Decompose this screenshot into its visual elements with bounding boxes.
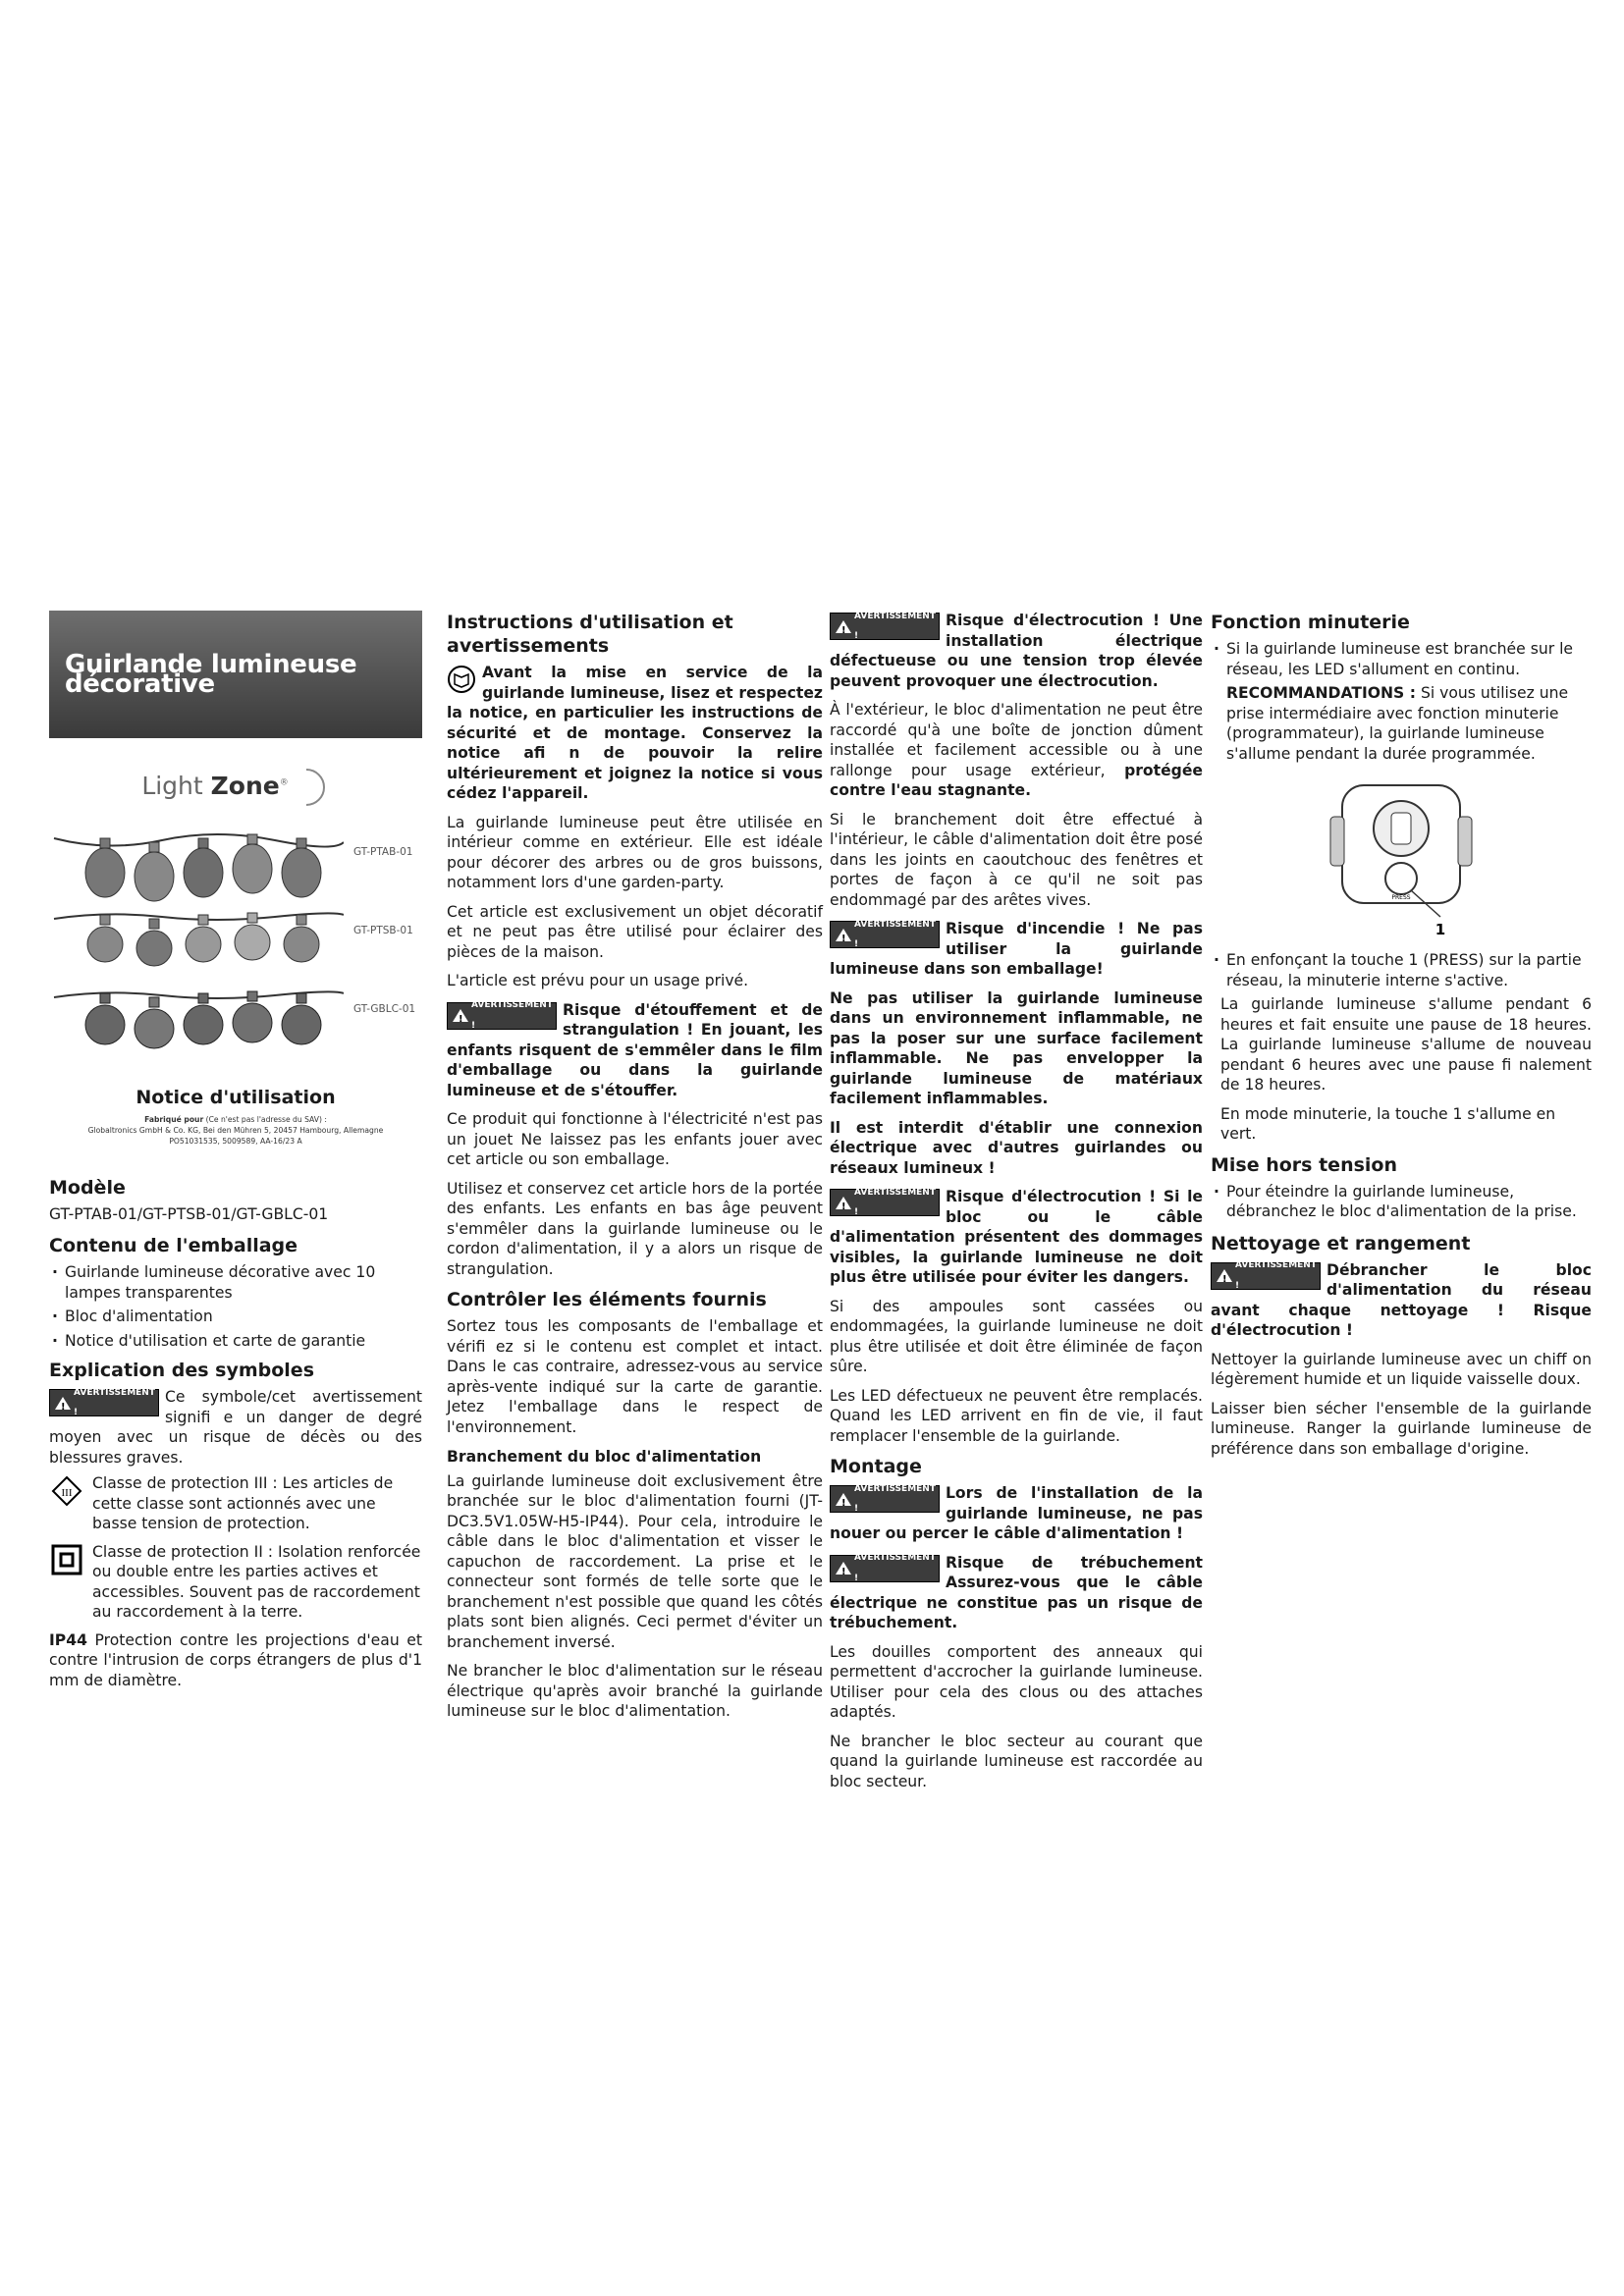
modele-text: GT-PTAB-01/GT-PTSB-01/GT-GBLC-01 bbox=[49, 1204, 329, 1223]
svg-text:III: III bbox=[61, 1487, 73, 1499]
product-title: Guirlande lumineuse décorative bbox=[65, 649, 357, 699]
warning-badge: ! AVERTISSEMENT ! bbox=[447, 1002, 557, 1030]
warning-triangle-icon: ! bbox=[453, 1009, 468, 1022]
warning-triangle-icon: ! bbox=[1217, 1269, 1232, 1282]
callout-number: 1 bbox=[1435, 921, 1446, 938]
warning-triangle-icon: ! bbox=[836, 1562, 851, 1575]
bulb-string-image bbox=[49, 907, 344, 986]
paragraph: Si le branchement doit être effectué à l'intérieur, le câble d'alimentation doit être posé dans les joints en caoutchouc des fenêtres et portes de façon à ce qu'il ne soit pas endommagé par des arêtes vives. bbox=[830, 810, 1203, 909]
power-supply-illustration bbox=[1293, 777, 1509, 944]
list-item: · En enfonçant la touche 1 (PRESS) sur la partie réseau, la minuterie interne s'active. bbox=[1211, 950, 1592, 990]
paragraph: En mode minuterie, la touche 1 s'allume en vert. bbox=[1220, 1104, 1556, 1143]
list-item: · Si la guirlande lumineuse est branchée sur le réseau, les LED s'allument en continu. bbox=[1211, 639, 1592, 679]
product-illustration bbox=[49, 828, 422, 1074]
symboles-heading: Explication des symboles bbox=[49, 1360, 314, 1381]
paragraph: Ne brancher le bloc d'alimentation sur le réseau électrique qu'après avoir branché la guirlande lumineuse sur le bloc d'alimentation. bbox=[447, 1662, 823, 1720]
warning-block: ! AVERTISSEMENT ! Lors de l'installation de la guirlande lumineuse, ne pas nouer ou percer le câble d'alimentation ! bbox=[830, 1483, 1203, 1542]
contenu-heading: Contenu de l'emballage bbox=[49, 1235, 298, 1256]
warning-badge: ! AVERTISSEMENT ! bbox=[830, 613, 940, 640]
warning-badge: ! AVERTISSEMENT ! bbox=[830, 1485, 940, 1513]
warning-block: ! AVERTISSEMENT ! Risque de trébuchement Assurez-vous que le câble électrique ne constitue pas un risque de trébuchement. bbox=[830, 1553, 1203, 1631]
modele-heading: Modèle bbox=[49, 1176, 126, 1199]
paragraph: Si des ampoules sont cassées ou endommagées, la guirlande lumineuse ne doit plus être utilisée et doit être éliminée de façon sûre. bbox=[830, 1297, 1203, 1375]
paragraph: Les douilles comportent des anneaux qui permettent d'accrocher la guirlande lumineuse. Utiliser pour cela des clous ou des attaches adaptés. bbox=[830, 1642, 1203, 1721]
warning-badge: ! AVERTISSEMENT ! bbox=[830, 1189, 940, 1216]
warning-block: ! AVERTISSEMENT ! Débrancher le bloc d'alimentation du réseau avant chaque nettoyage ! Risque d'électrocution ! bbox=[1211, 1260, 1592, 1339]
warning-block: ! AVERTISSEMENT ! Risque d'étouffement et de strangulation ! En jouant, les enfants risquent de s'emmêler dans le film d'emballage ou dans la guirlande lumineuse et de s'étouffer. bbox=[447, 1000, 823, 1099]
warning-badge: ! AVERTISSEMENT ! bbox=[49, 1389, 159, 1416]
class-three-icon bbox=[49, 1473, 84, 1509]
paragraph: Cet article est exclusivement un objet décoratif et ne peut pas être utilisé pour éclairer des pièces de la maison. bbox=[447, 902, 823, 961]
list-item: · Bloc d'alimentation bbox=[49, 1307, 422, 1327]
warning-triangle-icon: ! bbox=[836, 620, 851, 633]
bulb-string-image bbox=[49, 986, 344, 1064]
notice-title: Notice d'utilisation bbox=[135, 1087, 336, 1108]
warning-block: ! AVERTISSEMENT ! Risque d'électrocution ! Une installation électrique défectueuse ou une tension trop élevée peuvent provoquer une électrocution. bbox=[830, 611, 1203, 690]
paragraph: Sortez tous les composants de l'emballage et vérifi ez si le contenu est complet et intact. Dans le cas contraire, adressez-vous au service après-vente indiqué sur la carte de garantie. Jetez l'emballage dans le respect de l'environnement. bbox=[447, 1317, 823, 1436]
paragraph: Les LED défectueux ne peuvent être remplacés. Quand les LED arrivent en fin de vie, il faut remplacer l'ensemble de la guirlande. bbox=[830, 1386, 1203, 1445]
ip44-text: IP44 Protection contre les projections d'eau et contre l'intrusion de corps étrangers de plus d'1 mm de diamètre. bbox=[49, 1630, 422, 1689]
warning-triangle-icon: ! bbox=[55, 1397, 71, 1410]
warning-triangle-icon: ! bbox=[836, 929, 851, 941]
bulb-string-image bbox=[49, 828, 344, 907]
column-timer bbox=[1211, 611, 1592, 1468]
paragraph: Laisser bien sécher l'ensemble de la guirlande lumineuse. Ranger la guirlande lumineuse de préférence dans son emballage d'origine. bbox=[1211, 1399, 1592, 1458]
branchement-heading: Branchement du bloc d'alimentation bbox=[447, 1448, 762, 1466]
class2-row: Classe de protection II : Isolation renforcée ou double entre les parties actives et accessibles. Souvent pas de raccordement au raccordement à la terre. bbox=[49, 1542, 422, 1623]
brand-logo: Light Zone® bbox=[49, 768, 422, 807]
minuterie-list bbox=[1211, 639, 1592, 679]
list-item: · Guirlande lumineuse décorative avec 10 lampes transparentes bbox=[49, 1262, 422, 1303]
contenu-list bbox=[49, 1262, 422, 1351]
symbol-warning-explanation: ! AVERTISSEMENT ! Ce symbole/cet avertissement signifi e un danger de degré moyen avec un risque de décès ou des blessures graves. bbox=[49, 1387, 422, 1467]
read-manual-note: Avant la mise en service de la guirlande lumineuse, lisez et respectez la notice, en particulier les instructions de sécurité et de montage. Conservez la notice afi n de pouvoir la relire ultérieurement et joignez la notice si vous cédez l'appareil. bbox=[447, 664, 823, 802]
class3-row: III Classe de protection III : Les articles de cette classe sont actionnés avec une basse tension de protection. bbox=[49, 1473, 422, 1534]
class-two-icon bbox=[49, 1542, 84, 1577]
paragraph: La guirlande lumineuse s'allume pendant 6 heures et fait ensuite une pause de 18 heures. La guirlande lumineuse s'allume de nouveau pendant 6 heures avec une pause fi nalement de 18 heures. bbox=[1220, 995, 1592, 1094]
column-cover bbox=[49, 611, 422, 1699]
paragraph: Nettoyer la guirlande lumineuse avec un chiff on légèrement humide et un liquide vaisselle doux. bbox=[1211, 1350, 1592, 1388]
power-supply-figure bbox=[1293, 777, 1509, 944]
crescent-icon bbox=[297, 768, 330, 807]
minuterie-heading: Fonction minuterie bbox=[1211, 612, 1410, 633]
model-code: GT-PTSB-01 bbox=[353, 925, 413, 936]
column-instructions bbox=[447, 611, 823, 1731]
controle-heading: Contrôler les éléments fournis bbox=[447, 1289, 767, 1310]
paragraph: L'article est prévu pour un usage privé. bbox=[447, 972, 749, 989]
warning-badge: ! AVERTISSEMENT ! bbox=[830, 1555, 940, 1582]
warning-block: ! AVERTISSEMENT ! Risque d'incendie ! Ne pas utiliser la guirlande lumineuse dans son emballage! bbox=[830, 919, 1203, 978]
paragraph: La guirlande lumineuse peut être utilisée en intérieur comme en extérieur. Elle est idéale pour décorer des arbres ou de gros buissons, notamment lors d'une garden-party. bbox=[447, 813, 823, 891]
read-manual-icon bbox=[447, 665, 476, 694]
recommendation: RECOMMANDATIONS : Si vous utilisez une prise intermédiaire avec fonction minuterie (programmateur), la guirlande lumineuse s'allume pendant la durée programmée. bbox=[1226, 684, 1569, 763]
warning-block: ! AVERTISSEMENT ! Risque d'électrocution ! Si le bloc ou le câble d'alimentation présentent des dommages visibles, la guirlande lumineuse ne doit plus être utilisée pour éviter les dangers. bbox=[830, 1187, 1203, 1286]
press-label: PRESS bbox=[1391, 894, 1411, 901]
bulb-row-ptsb bbox=[49, 907, 422, 986]
press-list bbox=[1211, 950, 1592, 990]
title-banner bbox=[49, 611, 422, 738]
warning-badge: ! AVERTISSEMENT ! bbox=[1211, 1262, 1321, 1290]
paragraph: La guirlande lumineuse doit exclusivement être branchée sur le bloc d'alimentation fourni (JT-DC3.5V1.05W-H5-IP44). Pour cela, introduire le câble dans le bloc d'alimentation et visser le capuchon de raccordement. La prise et le connecteur sont formés de telle sorte que le branchement n'est possible que quand les côtés plats sont bien alignés. Ceci permet d'éviter un branchement inversé. bbox=[447, 1471, 823, 1651]
column-safety bbox=[830, 611, 1203, 1800]
horstension-heading: Mise hors tension bbox=[1211, 1153, 1397, 1176]
bulb-row-gblc bbox=[49, 986, 422, 1064]
warning-badge: ! AVERTISSEMENT ! bbox=[830, 921, 940, 948]
model-code: GT-PTAB-01 bbox=[353, 846, 413, 858]
instructions-heading: Instructions d'utilisation et avertissements bbox=[447, 612, 733, 657]
paragraph: Utilisez et conservez cet article hors de la portée des enfants. Les enfants en bas âge peuvent s'emmêler dans la guirlande lumineuse ou le cordon d'alimentation, il y a alors un risque de strangulation. bbox=[447, 1179, 823, 1278]
list-item: · Pour éteindre la guirlande lumineuse, débranchez le bloc d'alimentation de la prise. bbox=[1211, 1182, 1592, 1222]
paragraph: Il est interdit d'établir une connexion électrique avec d'autres guirlandes ou réseaux lumineux ! bbox=[830, 1118, 1203, 1177]
manufacturer-info: Fabriqué pour (Ce n'est pas l'adresse du SAV) : Globaltronics GmbH & Co. KG, Bei den Mühren 5, 20457 Hambourg, Allemagne PO51031535, 5009589, AA-16/23 A bbox=[87, 1114, 384, 1146]
warning-triangle-icon: ! bbox=[836, 1493, 851, 1506]
warning-triangle-icon: ! bbox=[836, 1197, 851, 1209]
list-item: · Notice d'utilisation et carte de garantie bbox=[49, 1331, 422, 1352]
horstension-list bbox=[1211, 1182, 1592, 1222]
paragraph: Ne pas utiliser la guirlande lumineuse dans un environnement inflammable, ne pas la poser sur une surface facilement inflammable. Ne pas envelopper la guirlande lumineuse de matériaux facilement inflammables. bbox=[830, 988, 1203, 1107]
paragraph: Ce produit qui fonctionne à l'électricité n'est pas un jouet Ne laissez pas les enfants jouer avec cet article ou son emballage. bbox=[447, 1110, 823, 1168]
bulb-row-ptab bbox=[49, 828, 422, 907]
model-code: GT-GBLC-01 bbox=[353, 1003, 416, 1015]
nettoyage-heading: Nettoyage et rangement bbox=[1211, 1232, 1471, 1255]
montage-heading: Montage bbox=[830, 1456, 922, 1477]
paragraph: Ne brancher le bloc secteur au courant que quand la guirlande lumineuse est raccordée au bloc secteur. bbox=[830, 1732, 1203, 1790]
paragraph: À l'extérieur, le bloc d'alimentation ne peut être raccordé qu'à une boîte de jonction dûment installée et facilement accessible ou à une rallonge pour usage extérieur, protégée contre l'eau stagnante. bbox=[830, 701, 1203, 799]
